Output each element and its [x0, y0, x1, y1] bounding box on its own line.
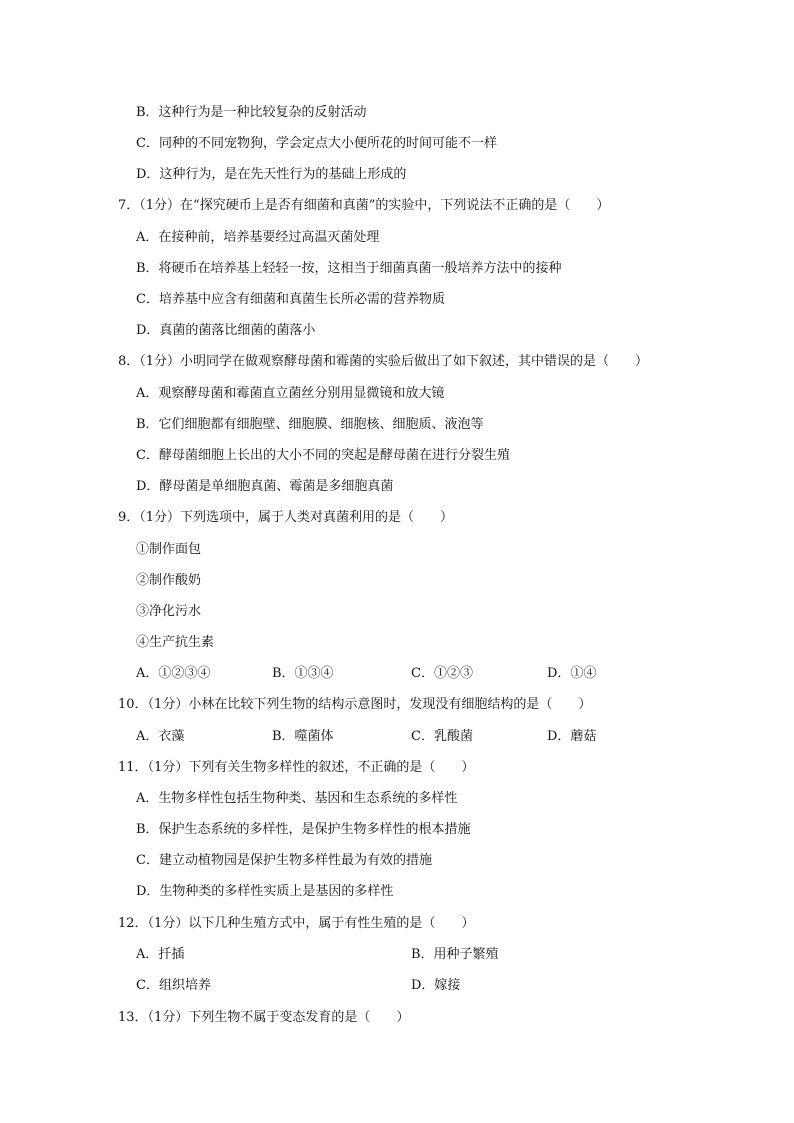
q12-option-d: D．嫁接: [411, 978, 461, 993]
q8-option-b: B．它们细胞都有细胞壁、细胞膜、细胞核、细胞质、液泡等: [136, 417, 484, 432]
q10-option-d: D．蘑菇: [547, 729, 597, 744]
q9-item-4: ④生产抗生素: [136, 635, 215, 650]
q10-option-a: A．衣藻: [136, 729, 185, 744]
q12-options-row-1: [0, 945, 794, 965]
q9-stem: 9．（1分）下列选项中，属于人类对真菌利用的是（ ）: [118, 510, 454, 525]
q9-option-b: B．①③④: [272, 666, 334, 681]
q12-option-a: A．扦插: [136, 947, 185, 962]
q9-option-a: A．①②③④: [136, 666, 211, 681]
q7-option-a: A．在接种前，培养基要经过高温灭菌处理: [136, 230, 380, 245]
q11-option-b: B．保护生态系统的多样性，是保护生物多样性的根本措施: [136, 822, 471, 837]
q9-options-row: [0, 664, 794, 684]
q13-stem: 13．（1分）下列生物不属于变态发育的是（ ）: [118, 1010, 410, 1025]
q6-option-d: D．这种行为，是在先天性行为的基础上形成的: [136, 167, 407, 182]
q12-options-row-2: [0, 976, 794, 996]
q8-option-c: C．酵母菌细胞上长出的大小不同的突起是酵母菌在进行分裂生殖: [136, 448, 510, 463]
q8-stem: 8．（1分）小明同学在做观察酵母菌和霉菌的实验后做出了如下叙述，其中错误的是（ ）: [118, 354, 649, 369]
q6-option-c: C．同种的不同宠物狗，学会定点大小便所花的时间可能不一样: [136, 136, 497, 151]
q10-options-row: [0, 727, 794, 747]
q11-option-c: C．建立动植物园是保护生物多样性最为有效的措施: [136, 853, 432, 868]
q11-option-d: D．生物种类的多样性实质上是基因的多样性: [136, 884, 394, 899]
q9-option-c: C．①②③: [411, 666, 473, 681]
q12-option-c: C．组织培养: [136, 978, 211, 993]
q10-option-b: B．噬菌体: [272, 729, 334, 744]
q9-item-3: ③净化污水: [136, 604, 202, 619]
q9-item-2: ②制作酸奶: [136, 573, 202, 588]
q11-option-a: A．生物多样性包括生物种类、基因和生态系统的多样性: [136, 791, 458, 806]
q7-option-d: D．真菌的菌落比细菌的菌落小: [136, 323, 316, 338]
q7-stem: 7．（1分）在“探究硬币上是否有细菌和真菌”的实验中，下列说法不正确的是（ ）: [118, 198, 610, 213]
q10-option-c: C．乳酸菌: [411, 729, 473, 744]
q8-option-d: D．酵母菌是单细胞真菌、霉菌是多细胞真菌: [136, 479, 394, 494]
q6-option-b: B．这种行为是一种比较复杂的反射活动: [136, 105, 367, 120]
q8-option-a: A．观察酵母菌和霉菌直立菌丝分别用显微镜和放大镜: [136, 386, 445, 401]
q9-item-1: ①制作面包: [136, 542, 202, 557]
q12-option-b: B．用种子繁殖: [411, 947, 499, 962]
q12-stem: 12．（1分）以下几种生殖方式中，属于有性生殖的是（ ）: [118, 916, 475, 931]
q7-option-c: C．培养基中应含有细菌和真菌生长所必需的营养物质: [136, 292, 445, 307]
q11-stem: 11．（1分）下列有关生物多样性的叙述，不正确的是（ ）: [118, 760, 475, 775]
q7-option-b: B．将硬币在培养基上轻轻一按，这相当于细菌真菌一般培养方法中的接种: [136, 261, 562, 276]
q10-stem: 10．（1分）小林在比较下列生物的结构示意图时，发现没有细胞结构的是（ ）: [118, 697, 592, 712]
q9-option-d: D．①④: [547, 666, 597, 681]
